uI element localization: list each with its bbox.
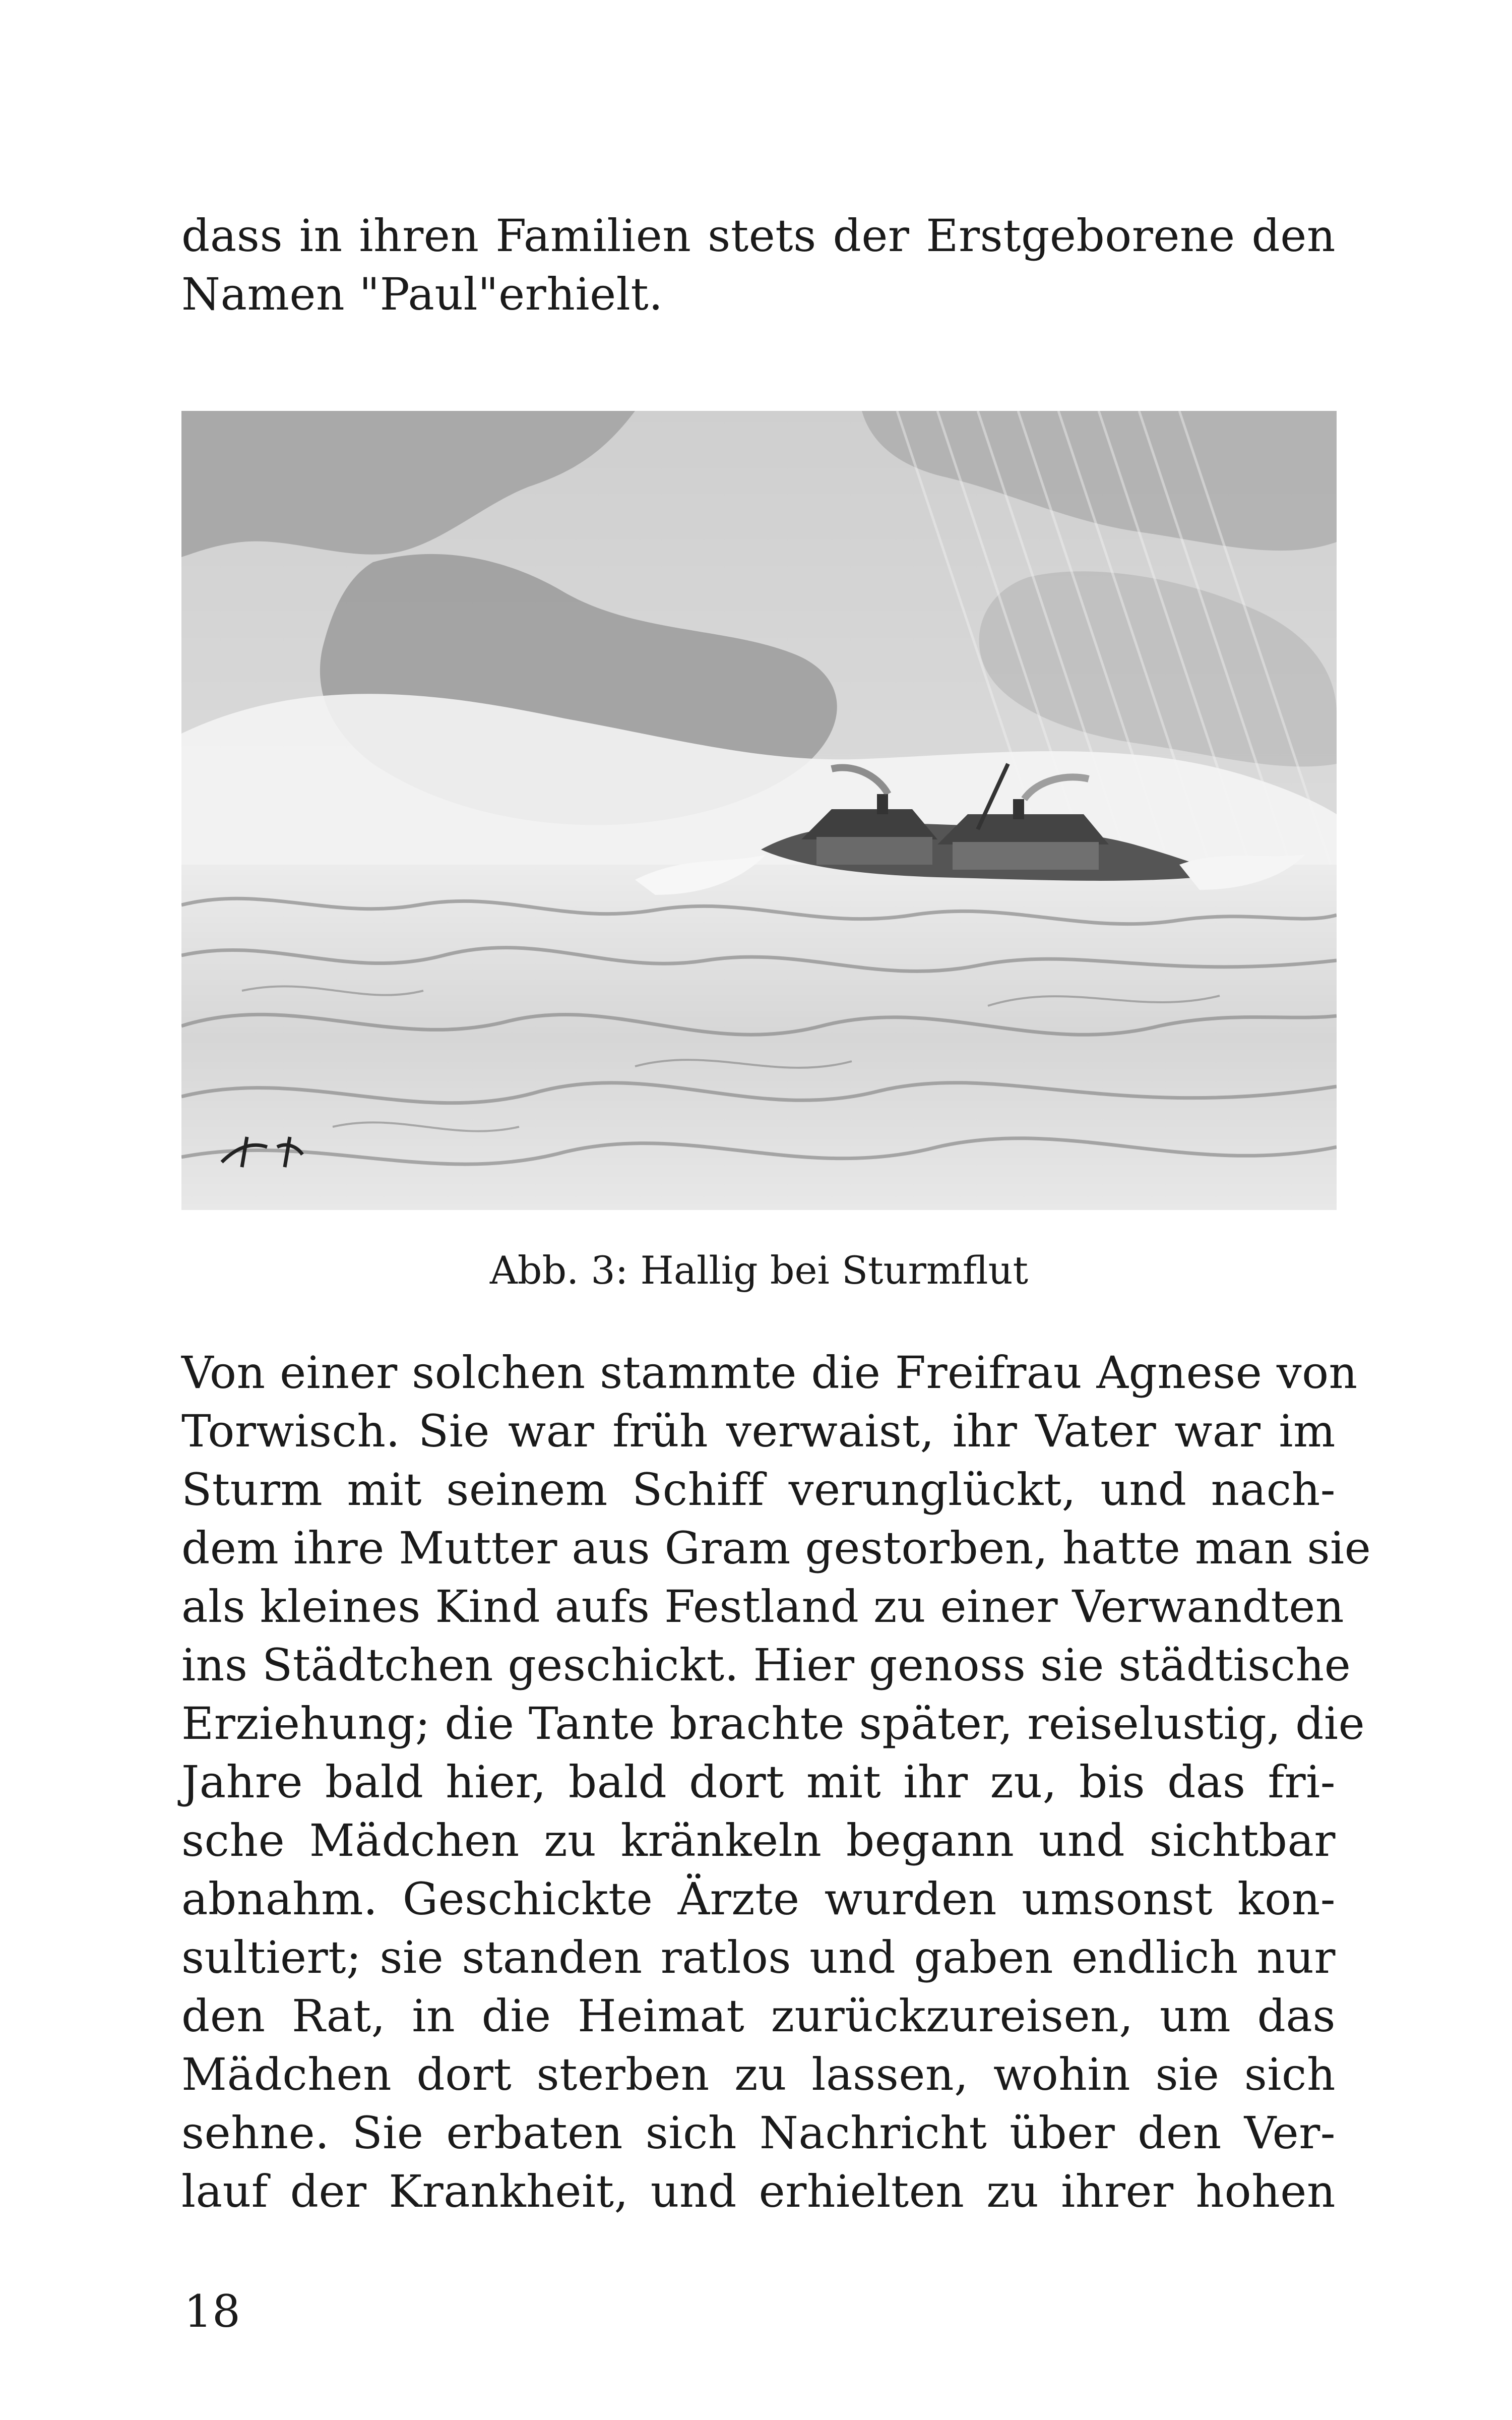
body-line-3: Sturm mit seinem Schiff verunglückt, und nach-	[181, 1464, 1336, 1516]
body-line-2: Torwisch. Sie war früh verwaist, ihr Vater war im	[181, 1405, 1336, 1457]
body-line-13: Mädchen dort sterben zu lassen, wohin sie sich	[181, 2048, 1336, 2100]
figure-caption: Abb. 3: Hallig bei Sturmflut	[489, 1248, 1029, 1293]
storm-flood-illustration	[181, 411, 1337, 1210]
body-line-8: Jahre bald hier, bald dort mit ihr zu, bis das fri-	[181, 1756, 1336, 1808]
body-line-14: sehne. Sie erbaten sich Nachricht über den Ver-	[181, 2107, 1336, 2159]
body-line-1: Von einer solchen stammte die Freifrau Agnese von	[181, 1347, 1358, 1399]
page-number: 18	[184, 2285, 240, 2337]
body-line-4: dem ihre Mutter aus Gram gestorben, hatte man sie	[181, 1522, 1371, 1574]
body-line-11: sultiert; sie standen ratlos und gaben endlich nur	[181, 1931, 1336, 1983]
body-line-7: Erziehung; die Tante brachte später, reiselustig, die	[181, 1698, 1365, 1749]
body-line-10: abnahm. Geschickte Ärzte wurden umsonst kon-	[181, 1873, 1336, 1925]
top-line-1: dass in ihren Familien stets der Erstgeborene den	[181, 210, 1336, 262]
top-line-2: Namen "Paul"erhielt.	[181, 268, 663, 320]
main-paragraph	[181, 1344, 1371, 2221]
body-line-6: ins Städtchen geschickt. Hier genoss sie städtische	[181, 1639, 1351, 1691]
body-line-9: sche Mädchen zu kränkeln begann und sichtbar	[181, 1814, 1336, 1866]
body-line-15: lauf der Krankheit, und erhielten zu ihrer hohen	[181, 2165, 1336, 2217]
top-paragraph	[181, 207, 1336, 324]
body-line-5: als kleines Kind aufs Festland zu einer Verwandten	[181, 1581, 1345, 1632]
body-line-12: den Rat, in die Heimat zurückzureisen, um das	[181, 1990, 1336, 2042]
storm-flood-image	[181, 411, 1337, 1210]
